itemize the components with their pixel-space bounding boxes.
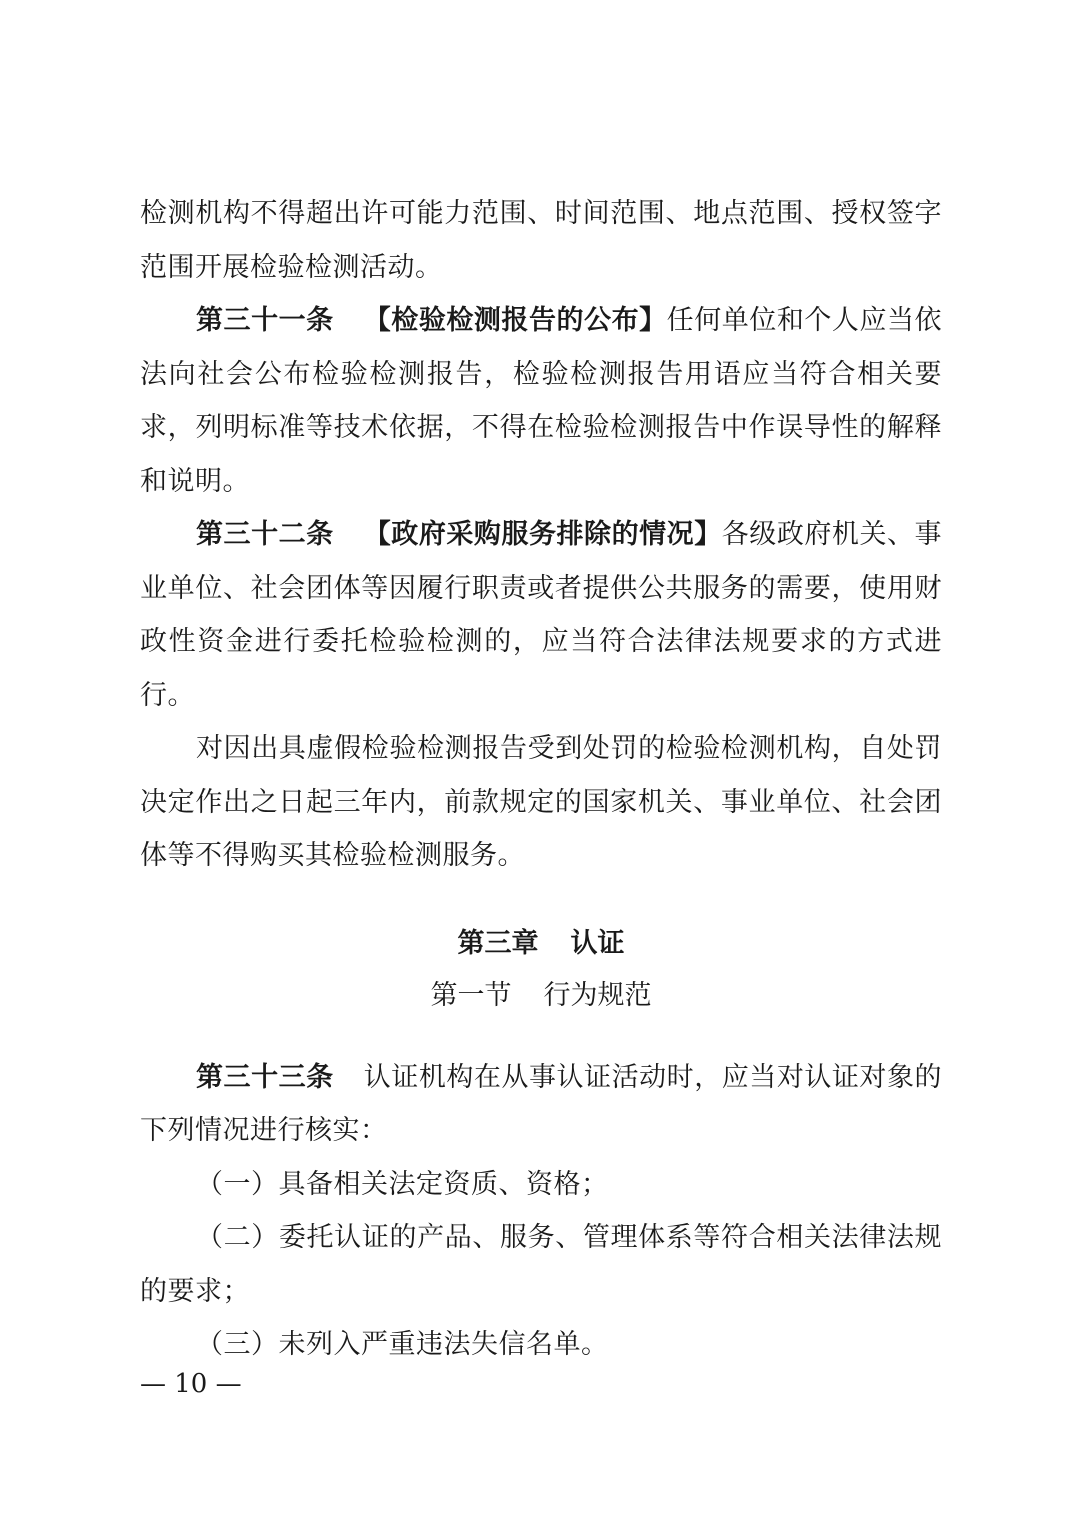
article-33-item-2: （二）委托认证的产品、服务、管理体系等符合相关法律法规的要求； <box>140 1222 942 1307</box>
article-31-number: 第三十一条 <box>196 305 334 336</box>
article-31-title: 【检验检测报告的公布】 <box>363 305 667 336</box>
article-33-text: 认证机构在从事认证活动时，应当对认证对象的下列情况进行核实： <box>140 1061 943 1146</box>
paragraph-continuation: 检测机构不得超出许可能力范围、时间范围、地点范围、授权签字范围开展检验检测活动。 <box>140 198 942 283</box>
article-31 <box>140 294 942 508</box>
section-title: 行为规范 <box>543 979 652 1011</box>
document-page <box>140 187 942 1372</box>
article-32-text: 各级政府机关、事业单位、社会团体等因履行职责或者提供公共服务的需要，使用财政性资金进行委托检验检测的，应当符合法律法规要求的方式进行。 <box>140 519 943 711</box>
article-32 <box>140 508 942 722</box>
section-heading <box>140 969 942 1023</box>
article-33 <box>140 1051 942 1158</box>
article-32-number: 第三十二条 <box>196 519 334 550</box>
chapter-title: 认证 <box>570 927 625 959</box>
article-33-item-3: （三）未列入严重违法失信名单。 <box>196 1329 609 1360</box>
page-number: — 10 — <box>140 1369 242 1399</box>
article-33-number: 第三十三条 <box>196 1061 334 1093</box>
article-32-paragraph-2: 对因出具虚假检验检测报告受到处罚的检验检测机构，自处罚决定作出之日起三年内，前款规定的国家机关、事业单位、社会团体等不得购买其检验检测服务。 <box>140 733 942 871</box>
article-33-item-1: （一）具备相关法定资质、资格； <box>196 1168 609 1200</box>
chapter-number: 第三章 <box>457 927 539 959</box>
article-32-title: 【政府采购服务排除的情况】 <box>363 519 722 550</box>
article-31-text: 任何单位和个人应当依法向社会公布检验检测报告，检验检测报告用语应当符合相关要求，列明标准等技术依据，不得在检验检测报告中作误导性的解释和说明。 <box>140 305 943 497</box>
chapter-heading <box>140 919 942 969</box>
section-number: 第一节 <box>430 979 512 1011</box>
